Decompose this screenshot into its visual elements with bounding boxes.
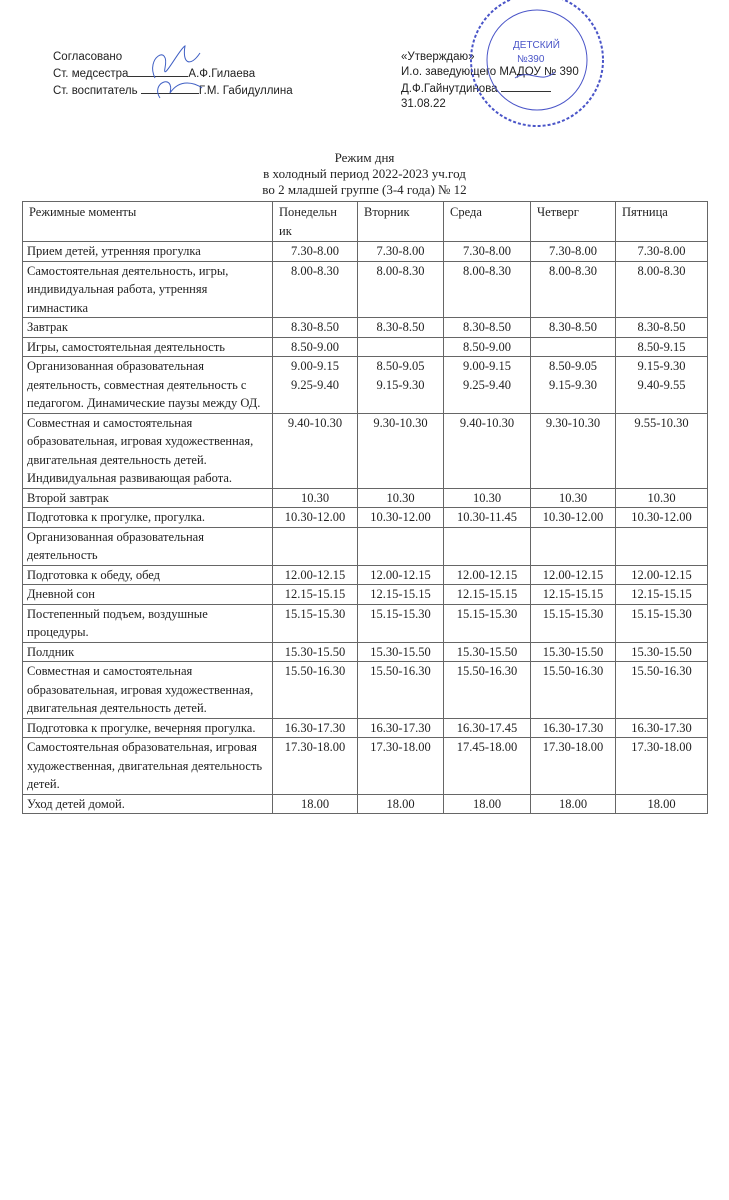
title-line3: во 2 младшей группе (3-4 года) № 12 xyxy=(262,182,467,197)
time-cell: 9.00-9.15 9.25-9.40 xyxy=(273,357,358,414)
header-day: Среда xyxy=(444,202,531,242)
svg-text:№390: №390 xyxy=(517,54,545,65)
activity-cell: Игры, самостоятельная деятельность xyxy=(23,337,273,357)
time-cell: 18.00 xyxy=(358,794,444,814)
time-cell: 7.30-8.00 xyxy=(444,242,531,262)
time-cell: 8.30-8.50 xyxy=(616,318,708,338)
time-cell: 12.00-12.15 xyxy=(531,565,616,585)
activity-cell: Второй завтрак xyxy=(23,488,273,508)
header-day: Четверг xyxy=(531,202,616,242)
approver-name: Д.Ф.Гайнутдинова xyxy=(401,83,498,95)
nurse-role: Ст. медсестра xyxy=(53,68,129,80)
time-cell: 15.50-16.30 xyxy=(273,662,358,719)
activity-cell: Самостоятельная деятельность, игры, индивидуальная работа, утренняя гимнастика xyxy=(23,261,273,318)
table-row xyxy=(23,508,708,528)
header-row xyxy=(23,202,708,242)
time-cell: 8.00-8.30 xyxy=(531,261,616,318)
time-cell: 10.30 xyxy=(616,488,708,508)
table-row xyxy=(23,337,708,357)
table-row xyxy=(23,718,708,738)
time-cell: 10.30-12.00 xyxy=(358,508,444,528)
time-cell: 12.00-12.15 xyxy=(358,565,444,585)
time-cell: 10.30-12.00 xyxy=(273,508,358,528)
time-cell: 16.30-17.30 xyxy=(273,718,358,738)
time-cell: 8.00-8.30 xyxy=(616,261,708,318)
time-cell: 7.30-8.00 xyxy=(273,242,358,262)
time-cell: 15.50-16.30 xyxy=(358,662,444,719)
time-cell: 8.50-9.05 9.15-9.30 xyxy=(358,357,444,414)
activity-cell: Организованная образовательная деятельность xyxy=(23,527,273,565)
time-cell: 8.30-8.50 xyxy=(358,318,444,338)
time-cell: 18.00 xyxy=(531,794,616,814)
time-cell: 7.30-8.00 xyxy=(358,242,444,262)
time-cell: 12.15-15.15 xyxy=(616,585,708,605)
table-row xyxy=(23,738,708,795)
table-row xyxy=(23,318,708,338)
activity-cell: Самостоятельная образовательная, игровая художественная, двигательная деятельность детей. xyxy=(23,738,273,795)
activity-cell: Полдник xyxy=(23,642,273,662)
time-cell: 12.00-12.15 xyxy=(273,565,358,585)
time-cell: 15.30-15.50 xyxy=(273,642,358,662)
time-cell: 18.00 xyxy=(444,794,531,814)
table-row xyxy=(23,585,708,605)
table-row xyxy=(23,357,708,414)
time-cell: 15.15-15.30 xyxy=(616,604,708,642)
time-cell: 15.50-16.30 xyxy=(616,662,708,719)
header-day: Вторник xyxy=(358,202,444,242)
time-cell: 17.30-18.00 xyxy=(616,738,708,795)
activity-cell: Подготовка к обеду, обед xyxy=(23,565,273,585)
time-cell: 9.40-10.30 xyxy=(444,413,531,488)
time-cell: 17.30-18.00 xyxy=(273,738,358,795)
time-cell: 15.50-16.30 xyxy=(444,662,531,719)
time-cell: 15.15-15.30 xyxy=(444,604,531,642)
activity-cell: Уход детей домой. xyxy=(23,794,273,814)
time-cell: 16.30-17.30 xyxy=(616,718,708,738)
table-row xyxy=(23,261,708,318)
time-cell: 17.30-18.00 xyxy=(358,738,444,795)
time-cell: 9.40-10.30 xyxy=(273,413,358,488)
activity-cell: Прием детей, утренняя прогулка xyxy=(23,242,273,262)
time-cell: 8.50-9.00 xyxy=(273,337,358,357)
time-cell: 8.50-9.15 xyxy=(616,337,708,357)
activity-cell: Организованная образовательная деятельность, совместная деятельность с педагогом. Динамические паузы между ОД. xyxy=(23,357,273,414)
table-row xyxy=(23,565,708,585)
title-line2: в холодный период 2022-2023 уч.год xyxy=(263,166,466,181)
time-cell: 9.15-9.30 9.40-9.55 xyxy=(616,357,708,414)
activity-cell: Подготовка к прогулке, прогулка. xyxy=(23,508,273,528)
time-cell: 9.00-9.15 9.25-9.40 xyxy=(444,357,531,414)
time-cell: 12.15-15.15 xyxy=(358,585,444,605)
time-cell: 16.30-17.45 xyxy=(444,718,531,738)
time-cell xyxy=(358,527,444,565)
schedule-table xyxy=(22,201,708,814)
time-cell: 9.30-10.30 xyxy=(358,413,444,488)
time-cell: 15.15-15.30 xyxy=(358,604,444,642)
time-cell: 10.30-11.45 xyxy=(444,508,531,528)
official-stamp xyxy=(455,0,625,130)
time-cell: 16.30-17.30 xyxy=(358,718,444,738)
time-cell: 15.30-15.50 xyxy=(616,642,708,662)
table-row xyxy=(23,242,708,262)
time-cell: 10.30-12.00 xyxy=(616,508,708,528)
activity-cell: Совместная и самостоятельная образовательная, игровая художественная, двигательная деятельность детей. xyxy=(23,662,273,719)
signature-nurse xyxy=(140,38,210,108)
time-cell: 10.30-12.00 xyxy=(531,508,616,528)
approval-heading: Согласовано xyxy=(53,51,123,63)
activity-cell: Постепенный подъем, воздушные процедуры. xyxy=(23,604,273,642)
time-cell: 15.15-15.30 xyxy=(273,604,358,642)
time-cell: 9.55-10.30 xyxy=(616,413,708,488)
approve-heading: «Утверждаю» xyxy=(401,51,475,63)
table-row xyxy=(23,488,708,508)
header-activity: Режимные моменты xyxy=(23,202,273,242)
time-cell: 12.15-15.15 xyxy=(273,585,358,605)
table-row xyxy=(23,642,708,662)
time-cell xyxy=(358,337,444,357)
time-cell: 18.00 xyxy=(616,794,708,814)
table-row xyxy=(23,413,708,488)
time-cell: 17.30-18.00 xyxy=(531,738,616,795)
time-cell: 8.30-8.50 xyxy=(531,318,616,338)
approval-date: 31.08.22 xyxy=(401,98,446,110)
svg-text:ДЕТСКИЙ: ДЕТСКИЙ xyxy=(513,40,560,51)
time-cell xyxy=(531,527,616,565)
time-cell: 10.30 xyxy=(444,488,531,508)
nurse-name: А.Ф.Гилаева xyxy=(188,68,256,80)
time-cell: 8.50-9.00 xyxy=(444,337,531,357)
approver-position: И.о. заведующего МАДОУ № 390 xyxy=(401,66,579,78)
time-cell: 7.30-8.00 xyxy=(531,242,616,262)
time-cell: 8.50-9.05 9.15-9.30 xyxy=(531,357,616,414)
time-cell: 15.15-15.30 xyxy=(531,604,616,642)
header-day: Пятница xyxy=(616,202,708,242)
table-row xyxy=(23,662,708,719)
time-cell: 15.30-15.50 xyxy=(444,642,531,662)
time-cell xyxy=(444,527,531,565)
time-cell: 12.15-15.15 xyxy=(531,585,616,605)
time-cell: 12.00-12.15 xyxy=(444,565,531,585)
time-cell: 8.00-8.30 xyxy=(444,261,531,318)
time-cell: 8.00-8.30 xyxy=(273,261,358,318)
time-cell: 10.30 xyxy=(273,488,358,508)
time-cell: 15.30-15.50 xyxy=(358,642,444,662)
time-cell: 9.30-10.30 xyxy=(531,413,616,488)
time-cell xyxy=(616,527,708,565)
table-row xyxy=(23,527,708,565)
table-row xyxy=(23,794,708,814)
title-line1: Режим дня xyxy=(334,150,395,165)
time-cell: 15.50-16.30 xyxy=(531,662,616,719)
time-cell: 8.30-8.50 xyxy=(444,318,531,338)
time-cell: 12.15-15.15 xyxy=(444,585,531,605)
time-cell: 18.00 xyxy=(273,794,358,814)
teacher-role: Ст. воспитатель xyxy=(53,85,138,97)
table-row xyxy=(23,604,708,642)
header-day: Понедельн ик xyxy=(273,202,358,242)
time-cell: 16.30-17.30 xyxy=(531,718,616,738)
time-cell: 15.30-15.50 xyxy=(531,642,616,662)
activity-cell: Совместная и самостоятельная образовательная, игровая художественная, двигательная деятельность детей. Индивидуальная развивающая работа. xyxy=(23,413,273,488)
time-cell: 8.00-8.30 xyxy=(358,261,444,318)
time-cell: 7.30-8.00 xyxy=(616,242,708,262)
activity-cell: Дневной сон xyxy=(23,585,273,605)
document-title xyxy=(0,150,729,198)
activity-cell: Подготовка к прогулке, вечерняя прогулка. xyxy=(23,718,273,738)
time-cell: 12.00-12.15 xyxy=(616,565,708,585)
time-cell xyxy=(531,337,616,357)
time-cell: 10.30 xyxy=(358,488,444,508)
time-cell: 10.30 xyxy=(531,488,616,508)
activity-cell: Завтрак xyxy=(23,318,273,338)
time-cell xyxy=(273,527,358,565)
time-cell: 8.30-8.50 xyxy=(273,318,358,338)
time-cell: 17.45-18.00 xyxy=(444,738,531,795)
teacher-name: Г.М. Габидуллина xyxy=(198,85,293,97)
